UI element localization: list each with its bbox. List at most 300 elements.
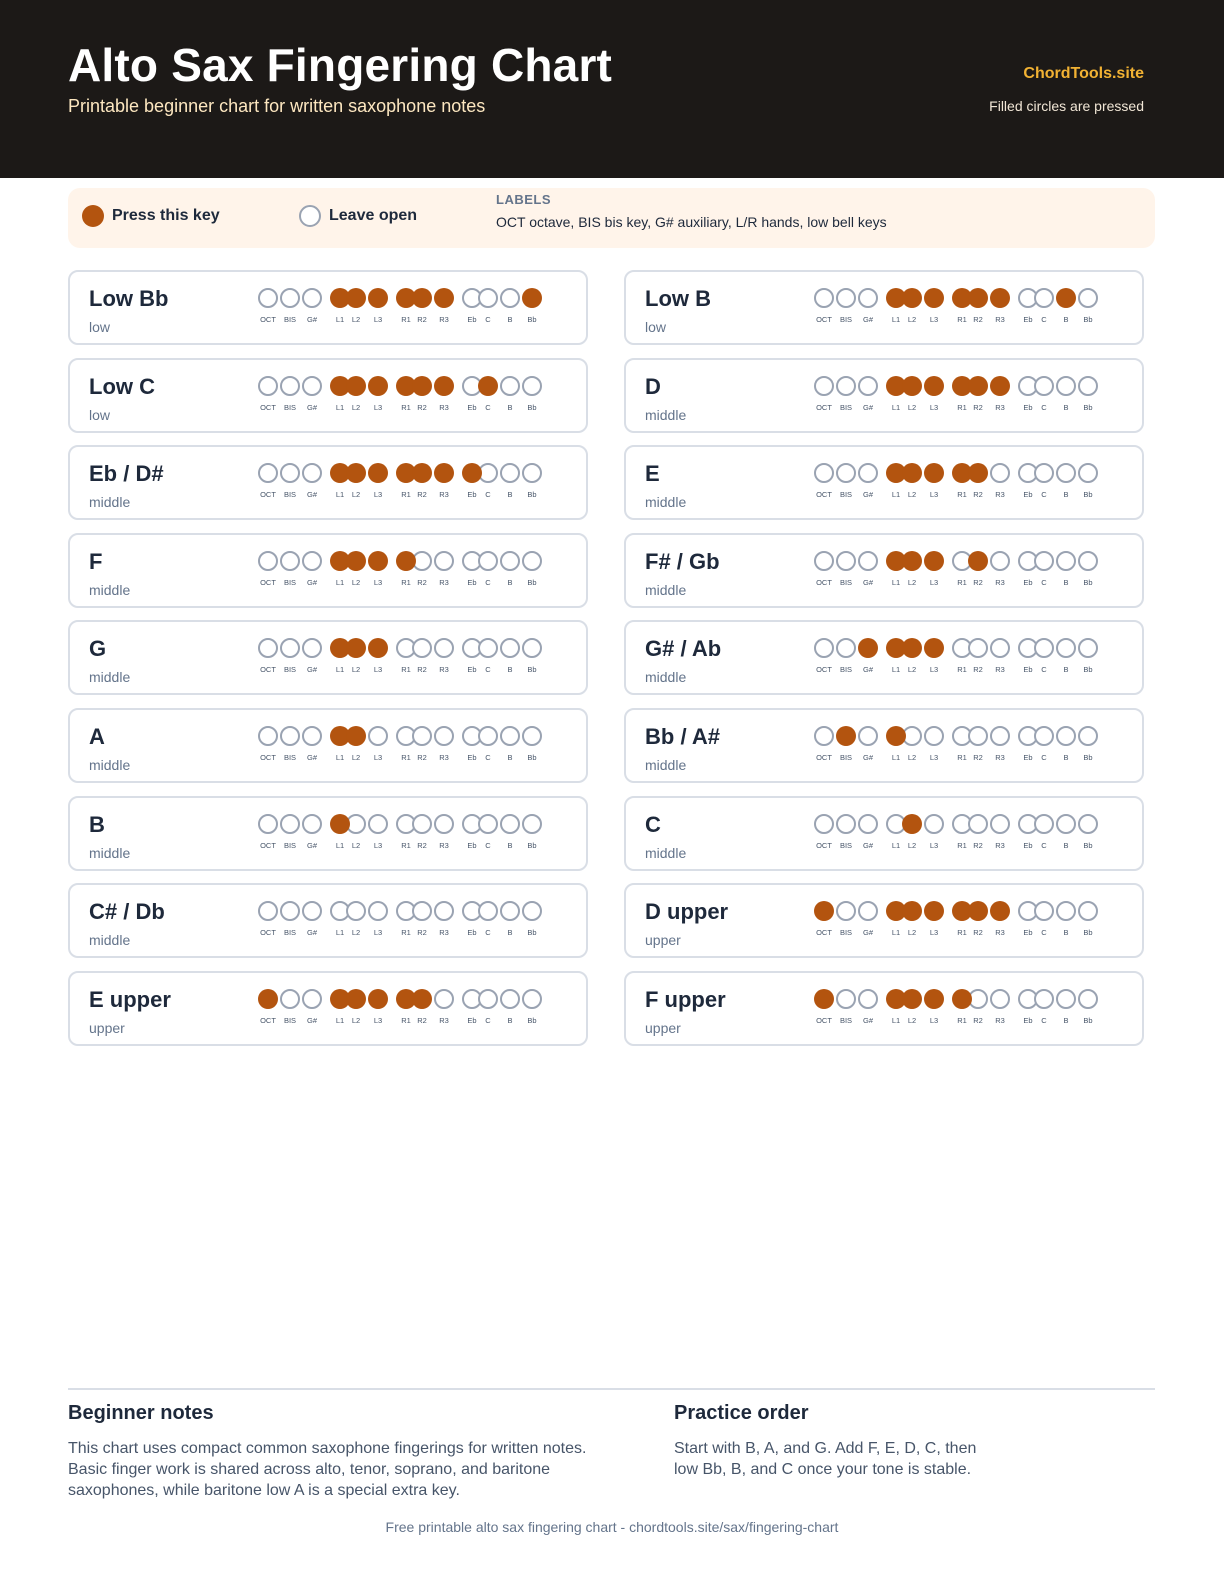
key-label: OCT <box>260 928 276 938</box>
labels-heading: LABELS <box>496 192 551 207</box>
note-register: middle <box>645 494 687 511</box>
key-r3-open <box>990 814 1010 834</box>
key-r2-pressed <box>968 551 988 571</box>
key-r3-pressed <box>434 288 454 308</box>
key-label: R2 <box>417 753 427 762</box>
key-label: OCT <box>260 490 276 500</box>
key-label: R3 <box>995 315 1005 324</box>
key-bis-open <box>280 814 300 834</box>
key-label: B <box>1063 402 1069 412</box>
key-label: L1 <box>335 665 345 675</box>
key-b-open <box>500 726 520 746</box>
key-bb-open <box>1078 288 1098 308</box>
key-gsharp-open <box>858 551 878 571</box>
key-label: R2 <box>417 928 427 938</box>
key-label: BIS <box>839 577 853 587</box>
key-bis-open <box>280 638 300 658</box>
key-label: R1 <box>957 577 967 587</box>
key-c-pressed <box>478 376 498 396</box>
key-label: OCT <box>260 315 276 324</box>
beginner-notes-heading: Beginner notes <box>68 1402 214 1424</box>
note-card <box>68 445 588 520</box>
key-label: Bb <box>527 315 537 324</box>
key-label: Eb <box>467 577 477 587</box>
key-c-open <box>1034 901 1054 921</box>
key-label: Eb <box>467 928 477 938</box>
key-label: R3 <box>439 665 449 675</box>
key-label: Bb <box>1083 928 1093 938</box>
key-label: L2 <box>907 753 917 762</box>
key-oct-pressed <box>258 989 278 1009</box>
key-label: Eb <box>1023 577 1033 587</box>
key-label: L1 <box>891 1015 901 1025</box>
key-r2-pressed <box>412 376 432 396</box>
key-label: Bb <box>1083 402 1093 412</box>
key-label: BIS <box>283 753 297 762</box>
key-label: L1 <box>335 315 345 324</box>
key-b-open <box>1056 726 1076 746</box>
key-oct-open <box>814 551 834 571</box>
key-label: C <box>1041 928 1047 938</box>
key-label: C <box>485 840 491 850</box>
key-gsharp-open <box>302 726 322 746</box>
key-label: C <box>1041 1015 1047 1025</box>
key-label: Eb <box>1023 402 1033 412</box>
note-name: B <box>89 811 105 837</box>
key-label: B <box>1063 753 1069 762</box>
key-r2-pressed <box>412 989 432 1009</box>
key-label: Eb <box>467 753 477 762</box>
note-register: middle <box>89 932 131 949</box>
key-gsharp-open <box>858 814 878 834</box>
key-label: B <box>1063 928 1069 938</box>
key-l2-pressed <box>346 551 366 571</box>
key-l2-pressed <box>902 814 922 834</box>
key-label: B <box>1063 315 1069 324</box>
key-gsharp-open <box>302 551 322 571</box>
key-label: R2 <box>417 840 427 850</box>
key-l3-pressed <box>924 551 944 571</box>
key-c-open <box>1034 638 1054 658</box>
key-l2-pressed <box>902 463 922 483</box>
key-label: B <box>507 753 513 762</box>
key-label: L1 <box>335 840 345 850</box>
key-bb-open <box>522 551 542 571</box>
key-c-open <box>1034 551 1054 571</box>
key-label: Eb <box>1023 665 1033 675</box>
key-label: Bb <box>1083 1015 1093 1025</box>
key-label: G# <box>306 753 317 762</box>
key-c-open <box>1034 463 1054 483</box>
key-label: BIS <box>283 1015 297 1025</box>
key-label: OCT <box>816 315 832 324</box>
note-card <box>68 358 588 433</box>
key-label: OCT <box>260 402 276 412</box>
key-label: Eb <box>1023 928 1033 938</box>
note-register: upper <box>89 1019 125 1036</box>
key-label: BIS <box>283 665 297 675</box>
key-label: Bb <box>527 665 537 675</box>
key-label: Bb <box>527 1015 537 1025</box>
key-gsharp-open <box>302 638 322 658</box>
key-label: BIS <box>839 753 853 762</box>
key-label: G# <box>306 840 317 850</box>
key-label: R2 <box>973 490 983 500</box>
key-label: C <box>485 928 491 938</box>
key-bis-open <box>280 463 300 483</box>
key-label: Eb <box>467 840 477 850</box>
key-label: R1 <box>957 840 967 850</box>
key-l3-open <box>368 726 388 746</box>
page-header <box>0 0 1224 178</box>
key-label: R2 <box>417 402 427 412</box>
key-label: R1 <box>957 928 967 938</box>
key-label: C <box>1041 402 1047 412</box>
key-label: L3 <box>929 315 939 324</box>
key-label: R1 <box>957 753 967 762</box>
key-bb-open <box>1078 989 1098 1009</box>
note-register: middle <box>89 494 131 511</box>
key-label: R1 <box>957 665 967 675</box>
key-r3-pressed <box>434 376 454 396</box>
key-l3-pressed <box>924 638 944 658</box>
key-label: B <box>1063 577 1069 587</box>
key-r3-pressed <box>990 901 1010 921</box>
key-gsharp-open <box>858 288 878 308</box>
key-label: L2 <box>907 490 917 500</box>
key-label: R2 <box>973 577 983 587</box>
key-b-open <box>500 551 520 571</box>
key-label: Eb <box>467 1015 477 1025</box>
key-r3-open <box>990 463 1010 483</box>
key-label: B <box>507 490 513 500</box>
key-l3-open <box>924 726 944 746</box>
key-l3-pressed <box>368 288 388 308</box>
note-name: E <box>645 461 660 487</box>
key-label: C <box>1041 490 1047 500</box>
key-bis-open <box>836 638 856 658</box>
key-r2-pressed <box>412 288 432 308</box>
key-label: R1 <box>401 928 411 938</box>
key-label: R2 <box>417 1015 427 1025</box>
key-label: B <box>507 665 513 675</box>
key-label: Eb <box>1023 315 1033 324</box>
key-label: L3 <box>929 577 939 587</box>
key-gsharp-open <box>302 814 322 834</box>
key-gsharp-open <box>302 901 322 921</box>
key-bb-open <box>522 726 542 746</box>
key-bb-open <box>1078 814 1098 834</box>
key-label: L3 <box>929 753 939 762</box>
key-r3-open <box>434 901 454 921</box>
key-label: OCT <box>260 840 276 850</box>
note-register: middle <box>645 581 687 598</box>
key-l2-pressed <box>902 376 922 396</box>
key-r3-open <box>434 814 454 834</box>
key-bis-open <box>280 726 300 746</box>
key-label: L3 <box>929 928 939 938</box>
key-label: R1 <box>957 402 967 412</box>
note-card <box>68 796 588 871</box>
key-gsharp-open <box>858 463 878 483</box>
key-l3-pressed <box>924 376 944 396</box>
key-b-open <box>1056 638 1076 658</box>
key-bis-open <box>836 376 856 396</box>
key-label: OCT <box>816 665 832 675</box>
key-label: L3 <box>373 840 383 850</box>
note-name: C# / Db <box>89 899 165 925</box>
key-label: BIS <box>839 402 853 412</box>
note-name: F upper <box>645 986 726 1012</box>
key-l3-open <box>368 814 388 834</box>
note-name: G <box>89 636 107 662</box>
note-name: A <box>89 724 105 749</box>
note-register: middle <box>645 844 687 861</box>
key-label: BIS <box>283 928 297 938</box>
key-label: G# <box>306 577 317 587</box>
key-label: C <box>1041 665 1047 675</box>
key-b-pressed <box>1056 288 1076 308</box>
note-register: low <box>645 319 667 335</box>
note-register: low <box>89 406 111 423</box>
key-r2-pressed <box>968 288 988 308</box>
key-label: B <box>1063 665 1069 675</box>
key-label: L2 <box>351 753 361 762</box>
key-r2-pressed <box>412 463 432 483</box>
key-label: R2 <box>417 665 427 675</box>
key-label: R2 <box>973 1015 983 1025</box>
key-label: L1 <box>891 840 901 850</box>
key-l2-pressed <box>902 901 922 921</box>
key-label: R3 <box>995 840 1005 850</box>
note-name: Eb / D# <box>89 461 164 487</box>
key-label: L2 <box>907 840 917 850</box>
key-l1-pressed <box>886 726 906 746</box>
key-l3-pressed <box>924 463 944 483</box>
note-card <box>624 533 1144 608</box>
key-bis-open <box>280 288 300 308</box>
key-l2-pressed <box>902 551 922 571</box>
note-register: middle <box>645 406 687 423</box>
key-label: C <box>1041 840 1047 850</box>
key-label: OCT <box>816 577 832 587</box>
key-label: C <box>1041 577 1047 587</box>
note-name: Low C <box>89 373 155 399</box>
key-oct-pressed <box>814 989 834 1009</box>
key-label: L2 <box>351 840 361 850</box>
note-card <box>624 445 1144 520</box>
key-oct-open <box>258 463 278 483</box>
key-label: L1 <box>335 753 345 762</box>
key-bb-open <box>1078 726 1098 746</box>
key-gsharp-open <box>858 989 878 1009</box>
key-label: R2 <box>973 402 983 412</box>
key-r2-pressed <box>968 463 988 483</box>
key-label: Eb <box>1023 753 1033 762</box>
key-bis-open <box>836 551 856 571</box>
key-label: L1 <box>335 577 345 587</box>
key-label: R3 <box>995 665 1005 675</box>
key-label: L2 <box>907 577 917 587</box>
key-label: OCT <box>260 1015 276 1025</box>
key-label: L2 <box>351 490 361 500</box>
key-label: B <box>507 315 513 324</box>
key-label: C <box>485 665 491 675</box>
legend-press-label: Press this key <box>112 207 220 224</box>
key-b-open <box>500 288 520 308</box>
key-label: G# <box>862 753 873 762</box>
note-register: middle <box>89 844 131 861</box>
key-oct-pressed <box>814 901 834 921</box>
practice-order-text: Start with B, A, and G. Add F, E, D, C, then low Bb, B, and C once your tone is stable. <box>674 1440 977 1478</box>
key-label: L1 <box>891 315 901 324</box>
key-label: L2 <box>907 665 917 675</box>
practice-order-heading: Practice order <box>674 1402 809 1424</box>
key-l2-pressed <box>902 989 922 1009</box>
key-label: Bb <box>527 928 537 938</box>
key-label: BIS <box>283 840 297 850</box>
key-label: L2 <box>907 928 917 938</box>
key-label: R2 <box>973 753 983 762</box>
key-r3-open <box>434 726 454 746</box>
key-label: BIS <box>839 315 853 324</box>
key-r2-open <box>968 814 988 834</box>
key-label: L3 <box>373 1015 383 1025</box>
key-oct-open <box>258 551 278 571</box>
key-label: R1 <box>401 753 411 762</box>
key-bb-open <box>1078 901 1098 921</box>
key-label: BIS <box>283 490 297 500</box>
key-l3-pressed <box>368 551 388 571</box>
key-label: R3 <box>439 928 449 938</box>
key-label: R2 <box>417 577 427 587</box>
key-gsharp-open <box>302 376 322 396</box>
key-label: R3 <box>439 315 449 324</box>
key-label: L1 <box>891 577 901 587</box>
key-c-open <box>1034 814 1054 834</box>
key-label: R3 <box>439 1015 449 1025</box>
key-oct-open <box>814 376 834 396</box>
note-register: middle <box>89 757 131 773</box>
key-label: B <box>507 928 513 938</box>
key-label: OCT <box>260 665 276 675</box>
key-label: L1 <box>891 490 901 500</box>
key-b-open <box>1056 814 1076 834</box>
key-label: OCT <box>816 490 832 500</box>
key-l2-pressed <box>346 376 366 396</box>
key-b-open <box>500 463 520 483</box>
key-label: B <box>507 1015 513 1025</box>
key-bis-open <box>836 288 856 308</box>
key-label: L1 <box>335 1015 345 1025</box>
key-label: R1 <box>957 315 967 324</box>
key-label: C <box>1041 753 1047 762</box>
key-r2-open <box>968 638 988 658</box>
key-eb-pressed <box>462 463 482 483</box>
key-r1-pressed <box>396 551 416 571</box>
filled-circle-icon <box>82 205 104 227</box>
key-label: L2 <box>351 402 361 412</box>
key-label: BIS <box>283 577 297 587</box>
site-link[interactable]: ChordTools.site <box>1023 65 1144 82</box>
key-label: OCT <box>260 753 276 762</box>
key-bb-open <box>522 989 542 1009</box>
key-label: G# <box>862 928 873 938</box>
key-r2-open <box>412 814 432 834</box>
key-bb-open <box>522 814 542 834</box>
key-l3-open <box>368 901 388 921</box>
header-hint: Filled circles are pressed <box>989 98 1144 114</box>
key-label: L2 <box>351 577 361 587</box>
key-oct-open <box>814 288 834 308</box>
key-label: R1 <box>957 1015 967 1025</box>
key-label: G# <box>862 665 873 675</box>
key-l3-pressed <box>924 901 944 921</box>
key-label: Eb <box>467 665 477 675</box>
key-label: Eb <box>1023 840 1033 850</box>
key-bis-open <box>836 989 856 1009</box>
key-bb-open <box>522 638 542 658</box>
footer-divider <box>68 1388 1155 1390</box>
note-name: F <box>89 548 103 574</box>
note-name: G# / Ab <box>645 636 722 662</box>
legend-open-label: Leave open <box>329 207 418 224</box>
page-subtitle: Printable beginner chart for written saxophone notes <box>68 96 486 116</box>
key-b-open <box>500 376 520 396</box>
key-label: L2 <box>907 402 917 412</box>
key-l2-pressed <box>346 638 366 658</box>
key-label: R2 <box>973 840 983 850</box>
key-label: Eb <box>467 402 477 412</box>
beginner-notes-text: This chart uses compact common saxophone fingerings for written notes. Basic finger work is shared across alto, tenor, soprano, and baritone saxophones, while baritone low A is a special extra key. <box>68 1440 587 1499</box>
key-gsharp-open <box>858 376 878 396</box>
key-label: G# <box>306 315 317 324</box>
key-label: L1 <box>335 402 345 412</box>
key-label: OCT <box>816 753 832 762</box>
key-oct-open <box>258 376 278 396</box>
key-l3-pressed <box>924 288 944 308</box>
key-label: Bb <box>527 753 537 762</box>
key-r2-open <box>412 638 432 658</box>
key-label: C <box>485 577 491 587</box>
key-label: R1 <box>401 1015 411 1025</box>
note-card <box>624 796 1144 871</box>
key-bis-open <box>280 901 300 921</box>
key-l3-pressed <box>368 463 388 483</box>
key-label: L3 <box>929 490 939 500</box>
key-label: G# <box>306 928 317 938</box>
key-b-open <box>1056 989 1076 1009</box>
key-label: L3 <box>373 753 383 762</box>
key-r3-pressed <box>990 288 1010 308</box>
note-card <box>68 708 588 783</box>
key-label: L3 <box>373 577 383 587</box>
key-label: L3 <box>929 1015 939 1025</box>
key-label: R1 <box>401 577 411 587</box>
key-label: R3 <box>995 490 1005 500</box>
key-label: R1 <box>401 665 411 675</box>
key-label: Eb <box>467 490 477 500</box>
key-l2-pressed <box>346 989 366 1009</box>
key-r2-pressed <box>968 376 988 396</box>
key-label: B <box>507 840 513 850</box>
note-card <box>624 620 1144 695</box>
key-label: R1 <box>401 315 411 324</box>
key-label: OCT <box>816 928 832 938</box>
note-register: middle <box>89 581 131 598</box>
key-r2-open <box>968 726 988 746</box>
key-label: B <box>1063 840 1069 850</box>
